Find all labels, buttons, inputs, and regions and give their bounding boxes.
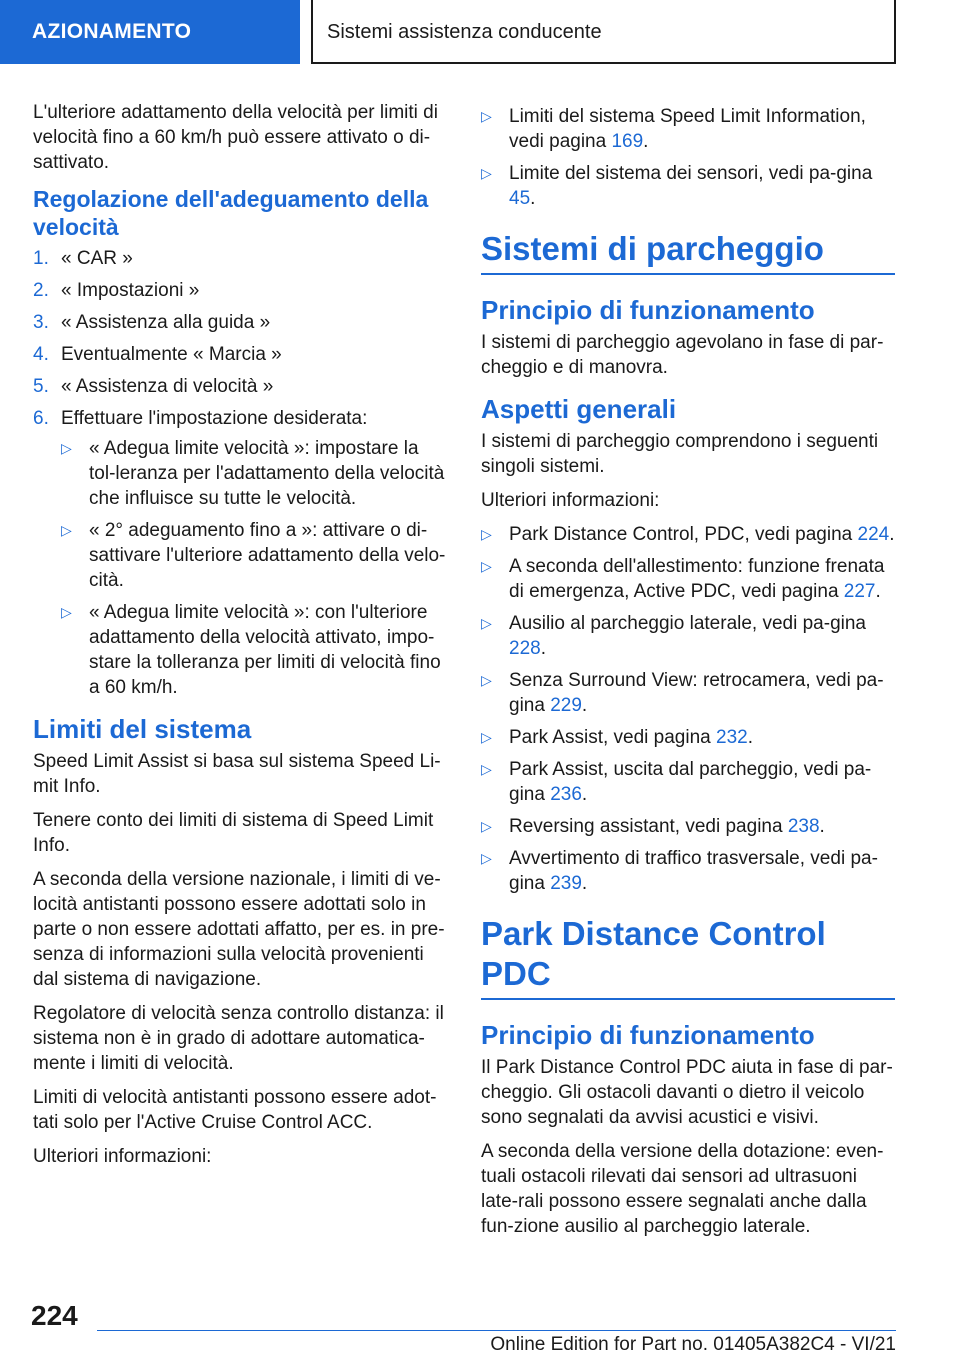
step-number: 5. bbox=[33, 376, 49, 397]
intro-paragraph: L'ulteriore adattamento della velocità per limiti di velocità fino a 60 km/h può essere attivato o di-sattivato. bbox=[33, 102, 438, 173]
list-item: ▷ Limite del sistema dei sensori, vedi pa-gina 45. bbox=[481, 163, 873, 209]
paragraph: A seconda della versione della dotazione: even-tuali ostacoli rilevati dai sensori ad ultrasuoni late-rali possono essere segnalati anche dalla fun-zione ausilio al parcheggio laterale. bbox=[481, 1141, 884, 1237]
paragraph: Ulteriori informazioni: bbox=[33, 1146, 212, 1167]
heading-pdc: Park Distance Control PDC bbox=[481, 914, 895, 1000]
step-number: 4. bbox=[33, 344, 49, 365]
list-item bbox=[33, 374, 448, 399]
heading-regolazione: Regolazione dell'adeguamento della velocità bbox=[33, 186, 429, 240]
step-text: Eventualmente « Marcia » bbox=[61, 344, 282, 365]
paragraph: Tenere conto dei limiti di sistema di Speed Limit Info. bbox=[33, 810, 434, 856]
triangle-bullet-icon: ▷ bbox=[481, 165, 492, 181]
triangle-bullet-icon: ▷ bbox=[61, 604, 72, 620]
left-column bbox=[33, 100, 448, 1178]
triangle-bullet-icon: ▷ bbox=[481, 672, 492, 688]
substeps-list bbox=[61, 436, 448, 700]
edition-footer: Online Edition for Part no. 01405A382C4 - VI/21 bbox=[490, 1334, 896, 1355]
list-item bbox=[33, 342, 448, 367]
step-number: 1. bbox=[33, 248, 49, 269]
step-number: 2. bbox=[33, 280, 49, 301]
page-link[interactable]: 224 bbox=[857, 524, 890, 545]
page-link[interactable]: 229 bbox=[550, 695, 582, 716]
step-text: « CAR » bbox=[61, 248, 133, 269]
paragraph: A seconda della versione nazionale, i limiti di ve-locità antistanti possono essere adottati solo in parte o non essere adottati affatto, per es. in pre-senza di informazioni sulla velocità provenienti dal sistema di navigazione. bbox=[33, 869, 445, 990]
heading-principio: Principio di funzionamento bbox=[481, 1020, 815, 1050]
list-item: ▷ Limiti del sistema Speed Limit Information, vedi pagina 169. bbox=[481, 106, 866, 152]
triangle-bullet-icon: ▷ bbox=[481, 818, 492, 834]
list-item bbox=[33, 278, 448, 303]
page-link[interactable]: 236 bbox=[550, 784, 582, 805]
list-item bbox=[33, 246, 448, 271]
list-item: ▷ Ausilio al parcheggio laterale, vedi pa-gina 228. bbox=[481, 613, 867, 659]
triangle-bullet-icon: ▷ bbox=[481, 615, 492, 631]
step-text: « Assistenza alla guida » bbox=[61, 312, 271, 333]
page-link[interactable]: 169 bbox=[611, 131, 644, 152]
list-item: ▷ Park Assist, uscita dal parcheggio, vedi pa-gina 236. bbox=[481, 759, 872, 805]
step-text: « Impostazioni » bbox=[61, 280, 200, 301]
heading-limiti: Limiti del sistema bbox=[33, 714, 252, 744]
paragraph: Ulteriori informazioni: bbox=[481, 490, 660, 511]
page-link[interactable]: 232 bbox=[716, 727, 748, 748]
triangle-bullet-icon: ▷ bbox=[481, 108, 492, 124]
heading-aspetti: Aspetti generali bbox=[481, 394, 677, 424]
list-item: ▷ « Adegua limite velocità »: impostare la tol-leranza per l'adattamento della velocità che influisce su tutte le velocità. bbox=[61, 438, 445, 509]
list-item: ▷ A seconda dell'allestimento: funzione frenata di emergenza, Active PDC, vedi pagina 227. bbox=[481, 556, 885, 602]
paragraph: Limiti di velocità antistanti possono essere adot-tati solo per l'Active Cruise Control ACC. bbox=[33, 1087, 437, 1133]
page-link[interactable]: 45 bbox=[509, 188, 531, 209]
page-link[interactable]: 238 bbox=[787, 816, 820, 837]
page-link[interactable]: 228 bbox=[509, 638, 541, 659]
list-item bbox=[33, 406, 448, 700]
steps-list bbox=[33, 246, 448, 700]
top-bullets bbox=[481, 104, 895, 211]
paragraph: Speed Limit Assist si basa sul sistema Speed Li-mit Info. bbox=[33, 751, 441, 797]
section-title: Sistemi assistenza conducente bbox=[311, 0, 896, 64]
list-item: ▷ Park Distance Control, PDC, vedi pagina 224. bbox=[481, 524, 895, 545]
heading-parcheggio: Sistemi di parcheggio bbox=[481, 229, 895, 275]
chapter-tab: AZIONAMENTO bbox=[0, 0, 300, 64]
list-item: ▷ « Adegua limite velocità »: con l'ulteriore adattamento della velocità attivato, impo-stare la tolleranza per limiti di velocità fino a 60 km/h. bbox=[61, 602, 441, 698]
step-number: 3. bbox=[33, 312, 49, 333]
list-item: ▷ Park Assist, vedi pagina 232. bbox=[481, 727, 753, 748]
triangle-bullet-icon: ▷ bbox=[61, 522, 72, 538]
heading-principio: Principio di funzionamento bbox=[481, 295, 815, 325]
page-link[interactable]: 227 bbox=[843, 581, 876, 602]
list-item: ▷ Avvertimento di traffico trasversale, vedi pa-gina 239. bbox=[481, 848, 878, 894]
triangle-bullet-icon: ▷ bbox=[481, 729, 492, 745]
list-item: ▷ « 2° adeguamento fino a »: attivare o di-sattivare l'ulteriore adattamento della velo-cità. bbox=[61, 520, 446, 591]
page-link[interactable]: 239 bbox=[550, 873, 582, 894]
paragraph: Il Park Distance Control PDC aiuta in fase di par-cheggio. Gli ostacoli davanti o dietro il veicolo sono segnalati da avvisi acustici e visivi. bbox=[481, 1057, 893, 1128]
list-item bbox=[33, 310, 448, 335]
paragraph: I sistemi di parcheggio comprendono i seguenti singoli sistemi. bbox=[481, 431, 879, 477]
triangle-bullet-icon: ▷ bbox=[481, 558, 492, 574]
triangle-bullet-icon: ▷ bbox=[481, 850, 492, 866]
footer-divider bbox=[97, 1330, 896, 1331]
triangle-bullet-icon: ▷ bbox=[481, 526, 492, 542]
triangle-bullet-icon: ▷ bbox=[481, 761, 492, 777]
page-number: 224 bbox=[31, 1300, 78, 1331]
list-item: ▷ Senza Surround View: retrocamera, vedi pa-gina 229. bbox=[481, 670, 884, 716]
paragraph: I sistemi di parcheggio agevolano in fase di par-cheggio e di manovra. bbox=[481, 332, 884, 378]
list-item: ▷ Reversing assistant, vedi pagina 238. bbox=[481, 816, 825, 837]
paragraph: Regolatore di velocità senza controllo distanza: il sistema non è in grado di adottare automatica-mente i limiti di velocità. bbox=[33, 1003, 444, 1074]
triangle-bullet-icon: ▷ bbox=[61, 440, 72, 456]
park-bullets bbox=[481, 522, 895, 896]
right-column bbox=[481, 100, 895, 1248]
step-number: 6. bbox=[33, 408, 49, 429]
step-text: Effettuare l'impostazione desiderata: bbox=[61, 408, 368, 429]
step-text: « Assistenza di velocità » bbox=[61, 376, 274, 397]
